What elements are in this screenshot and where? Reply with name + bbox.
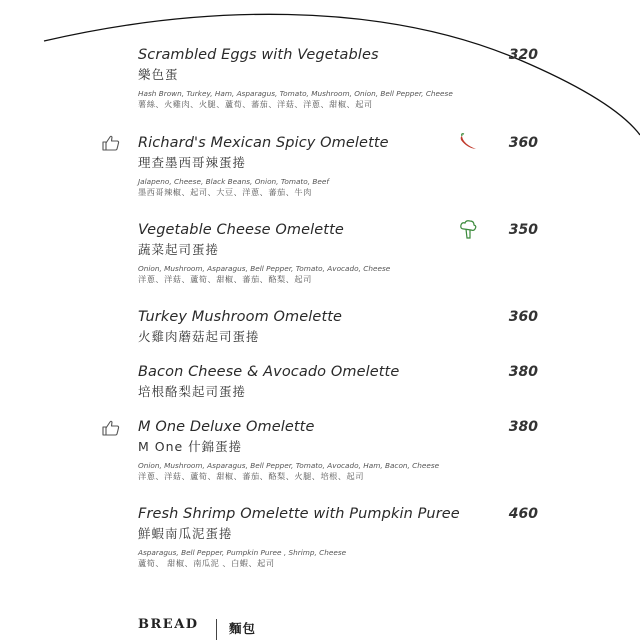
item-name-zh: 蔬菜起司蛋捲 [138,242,220,257]
item-ingredients-zh: 薯絲、火雞肉、火腿、蘆荀、蕃茄、洋菇、洋蔥、甜椒、起司 [138,99,373,109]
menu-item [138,363,538,400]
section-title-zh: 麵包 [229,621,257,636]
thumbs-up-icon [102,420,120,436]
item-name: Scrambled Eggs with Vegetables [138,47,379,63]
menu-item [138,308,538,345]
item-name-zh: 理查墨西哥辣蛋捲 [138,155,247,170]
item-ingredients-zh: 洋蔥、洋菇、蘆筍、甜椒、蕃茄、酪梨、起司 [138,274,312,284]
menu-item [138,505,538,569]
menu-item [138,221,538,285]
item-price: 360 [508,135,538,151]
item-name: Vegetable Cheese Omelette [138,222,344,238]
item-price: 360 [508,309,538,325]
item-price: 460 [508,506,538,522]
item-name: Turkey Mushroom Omelette [138,309,343,325]
item-name: Fresh Shrimp Omelette with Pumpkin Puree [138,506,460,522]
menu-item [138,46,538,110]
item-ingredients: Hash Brown, Turkey, Ham, Asparagus, Tomato, Mushroom, Onion, Bell Pepper, Cheese [138,89,453,98]
item-name: Richard's Mexican Spicy Omelette [138,135,389,151]
item-name-zh: 樂色蛋 [138,67,179,82]
item-name-zh: 鮮蝦南瓜泥蛋捲 [138,526,233,541]
menu-item [138,134,538,198]
thumbs-up-icon [102,135,120,151]
item-name-zh: 火雞肉蘑菇起司蛋捲 [138,329,260,344]
item-ingredients: Jalapeno, Cheese, Black Beans, Onion, Tomato, Beef [138,177,329,186]
item-name: Bacon Cheese & Avocado Omelette [138,364,400,380]
item-name-zh: 培根酪梨起司蛋捲 [138,384,247,399]
item-name-zh: M One 什錦蛋捲 [138,439,243,454]
item-ingredients-zh: 洋蔥、洋菇、蘆筍、甜椒、蕃茄、酪梨、火腿、培根、起司 [138,471,364,481]
item-ingredients: Onion, Mushroom, Asparagus, Bell Pepper, Tomato, Avocado, Ham, Bacon, Cheese [138,461,440,470]
item-ingredients-zh: 蘆筍、 甜椒、南瓜泥 、白蝦、起司 [138,558,275,568]
item-price: 320 [508,47,538,63]
menu-item [138,418,538,482]
item-name: M One Deluxe Omelette [138,419,315,435]
item-price: 380 [508,364,538,380]
item-ingredients-zh: 墨西哥辣椒、起司、大豆、洋蔥、蕃茄、牛肉 [138,187,312,197]
item-ingredients: Asparagus, Bell Pepper, Pumpkin Puree , Shrimp, Cheese [138,548,347,557]
section-title: BREAD [138,617,199,632]
item-price: 350 [508,222,538,238]
item-ingredients: Onion, Mushroom, Asparagus, Bell Pepper, Tomato, Avocado, Cheese [138,264,391,273]
section-divider [216,619,217,640]
item-price: 380 [508,419,538,435]
